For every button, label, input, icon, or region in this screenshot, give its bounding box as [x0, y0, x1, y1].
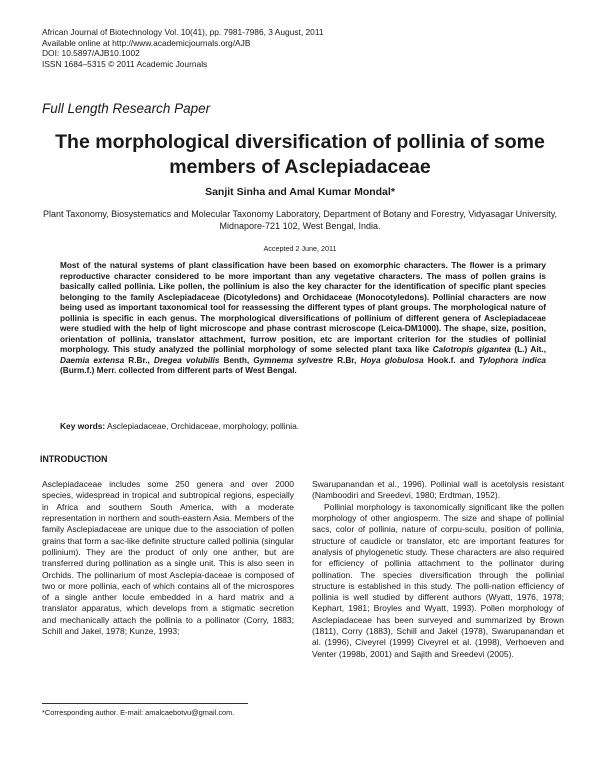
abstract-text: Most of the natural systems of plant classification have been based on exomorphic characters. The flower is a primary reproductive character considered to be more important than any vegetative characters. The mass of pollen grains is basically called pollinia. Like pollen, the pollinium is also the key character for the identification of specific plant species belonging to the family Asclepiadaceae (Dicotyledons) and Orchidaceae (Monocotyledons). Pollinial characters are now being used as important taxonomical tool for reassessing the different types of plant groups. The morphological nature of pollinia is specific in each genus. The morphological diversifications of pollinium of different genera of Asclepiadaceae were studied with the help of light microscope and phase contrast microscope (Leica-DM1000). The shape, size, position, orientation of pollinia, translator attachment, furrow position, etc are important criterion for the studies of pollinial morphology. This study analyzed the pollinial morphology of some selected plant taxa like — [60, 261, 546, 355]
body-paragraph: Swarupanandan et al., 1996). Pollinial wall is acetolysis resistant (Namboodiri and Sreedevi, 1980; Erdtman, 1952). — [312, 479, 564, 501]
journal-issn: ISSN 1684–5315 © 2011 Academic Journals — [42, 58, 208, 69]
corresponding-author-footnote: *Corresponding author. E-mail: amalcaebotvu@gmail.com. — [42, 708, 235, 717]
abstract — [60, 261, 546, 377]
body-paragraph: Asclepiadaceae includes some 250 genera and over 2000 species, widespread in tropical and subtropical regions, especially in Africa and southern South America, with a moderate representation in northern and south-eastern Asia. Members of the family Asclepiadaceae are unique due to the association of pollen grains that form a sac-like definite structure called pollinia (singular pollinium). They are the product of only one anther, but are transferred during pollination as a single unit. This is also seen in Orchids. The pollinarium of most Asclepia-daceae is composed of two or more pollinia, each of which contains all of the microspores of a single anther locule embedded in a hard matrix and a translator apparatus, which develops from a stigmatic secretion and mechanically attach the pollinia to a pollinator (Corry, 1883; Schill and Jakel, 1978; Kunze, 1993; — [42, 479, 294, 637]
authority: Benth, — [219, 355, 254, 365]
species-name: Tylophora indica — [478, 355, 547, 365]
journal-url[interactable]: Available online at http://www.academicjournals.org/AJB — [42, 37, 251, 48]
accepted-date: Accepted 2 June, 2011 — [263, 244, 337, 253]
species-name: Dregea volubilis — [153, 355, 220, 365]
keywords-text: Asclepiadaceae, Orchidaceae, morphology, pollinia. — [105, 421, 300, 431]
authors: Sanjit Sinha and Amal Kumar Mondal* — [205, 186, 395, 198]
paper-title: The morphological diversification of pollinia of some members of Asclepiadaceae — [55, 131, 545, 178]
keywords-label: Key words: — [60, 421, 106, 431]
journal-doi: DOI: 10.5897/AJB10.1002 — [42, 48, 140, 59]
journal-citation: African Journal of Biotechnology Vol. 10(41), pp. 7981-7986, 3 August, 2011 — [42, 27, 324, 37]
body-paragraph: Pollinial morphology is taxonomically significant like the pollen morphology of other angiosperm. The size and shape of pollinial sacs, color of pollinia, nature of corpu-sculu, position of pollinia, structure of caudicle or translator, etc are important features for analysis of phylogenetic study. These characters are also required for efficiency of pollinia attachment to the pollinator during pollination. The species diversification through the pollinial structure is established in this study. The polli-nation efficiency of pollinia is well studied by different authors (Wyatt, 1976, 1978; Kephart, 1981; Broyles and Wyatt, 1993). Pollen morphology of Asclepiadaceae has been surveyed and summarized by Brown (1811), Corry (1883), Schill and Jakel (1978), Swarupanandan et al. (1996), Civeyrel (1999) Civeyrel et al. (1998), Verhoeven and Venter (1998b, 2001) and Sajith and Sreedevi (2005). — [312, 501, 564, 659]
authority: R.Br, — [333, 355, 361, 365]
paper-type: Full Length Research Paper — [42, 101, 211, 116]
body-column-right — [312, 479, 564, 660]
authority: (Burm.f.) Merr. collected from different parts of West Bengal. — [60, 366, 297, 376]
keywords — [60, 421, 299, 431]
authority: (L.) Ait., — [510, 345, 547, 355]
body-column-left — [42, 479, 294, 637]
species-name: Calotropis gigantea — [432, 345, 511, 355]
authority: Hook.f. and — [423, 355, 479, 365]
journal-header — [42, 27, 324, 69]
section-heading-introduction: INTRODUCTION — [40, 454, 108, 464]
affiliation: Plant Taxonomy, Biosystematics and Molecular Taxonomy Laboratory, Department of Botany and Forestry, Vidyasagar University, Midnapore-721 102, West Bengal, India. — [42, 209, 558, 231]
authority: R.Br., — [124, 355, 154, 365]
species-name: Hoya globulosa — [360, 355, 424, 365]
species-name: Daemia extensa — [60, 355, 125, 365]
species-name: Gymnema sylvestre — [253, 355, 334, 365]
footnote-divider — [42, 703, 248, 704]
